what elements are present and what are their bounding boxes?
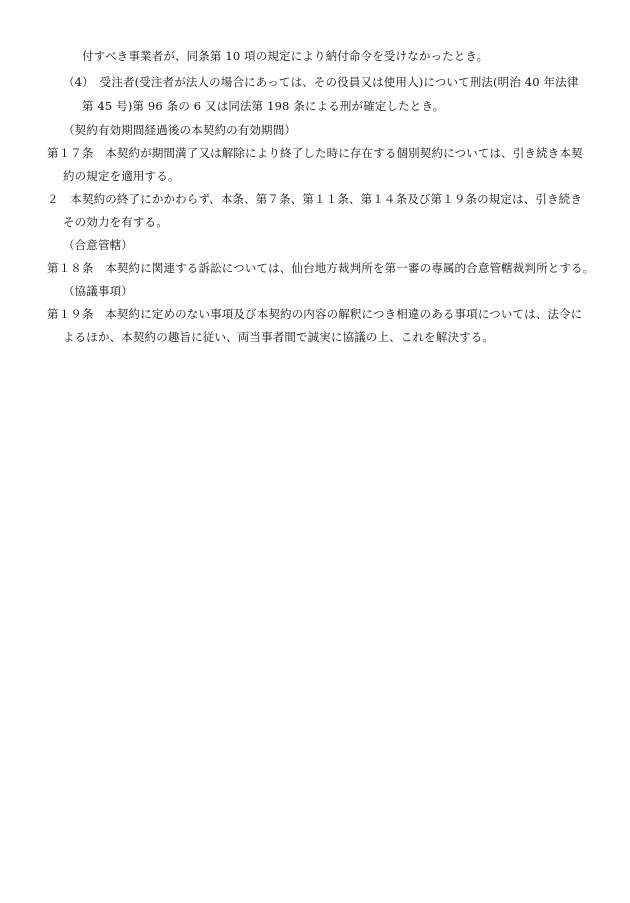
article-17-line-2: 約の規定を適用する。: [63, 169, 180, 183]
item-4-line-2: 第 45 号)第 96 条の 6 又は同法第 198 条による刑が確定したとき。: [82, 99, 445, 113]
article-19-heading: （協議事項）: [63, 284, 133, 298]
article-17-clause-2-line-1: ２ 本契約の終了にかかわらず、本条、第７条、第１１条、第１４条及び第１９条の規定は、引き続き: [47, 192, 582, 206]
item-3-continuation: 付すべき事業者が、同条第 10 項の規定により納付命令を受けなかったとき。: [82, 49, 489, 63]
article-19-line-1: 第１９条 本契約に定めのない事項及び本契約の内容の解釈につき相違のある事項については、法令に: [47, 307, 583, 321]
article-18-heading: （合意管轄）: [63, 238, 133, 252]
article-17-heading: （契約有効期間経過後の本契約の有効期間）: [63, 123, 296, 137]
article-18-line-1: 第１８条 本契約に関連する訴訟については、仙台地方裁判所を第一審の専属的合意管轄裁判所とする。: [47, 261, 595, 275]
item-4-line-1: （4） 受注者(受注者が法人の場合にあっては、その役員又は使用人)について刑法(明治 40 年法律: [63, 75, 579, 89]
article-17-clause-2-line-2: その効力を有する。: [63, 215, 168, 229]
article-17-line-1: 第１７条 本契約が期間満了又は解除により終了した時に存在する個別契約については、引き続き本契: [47, 146, 583, 160]
article-19-line-2: よるほか、本契約の趣旨に従い、両当事者間で誠実に協議の上、これを解決する。: [63, 330, 495, 344]
